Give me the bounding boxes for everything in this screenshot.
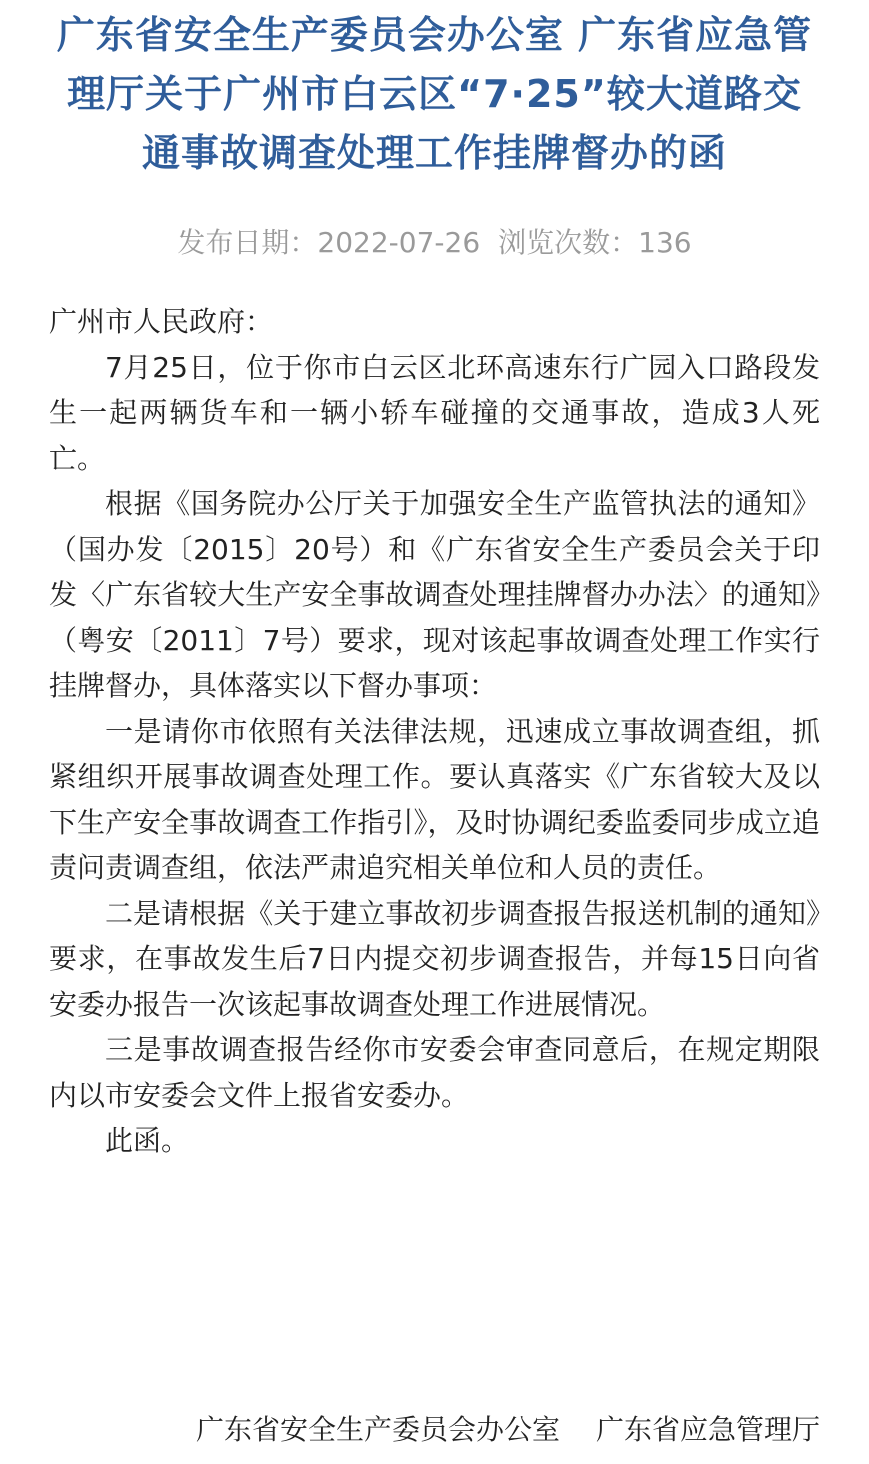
body-paragraph: 一是请你市依照有关法律法规，迅速成立事故调查组，抓紧组织开展事故调查处理工作。要认真落实《广东省较大及以下生产安全事故调查工作指引》，及时协调纪委监委同步成立追责问责调查组，依法严肃追究相关单位和人员的责任。 xyxy=(49,714,820,884)
body-paragraph: 根据《国务院办公厅关于加强安全生产监管执法的通知》（国办发〔2015〕20号）和《广东省安全生产委员会关于印发〈广东省较大生产安全事故调查处理挂牌督办办法〉的通知》（粤安〔2011〕7号）要求，现对该起事故调查处理工作实行挂牌督办，具体落实以下督办事项： xyxy=(49,487,820,702)
view-count: 136 xyxy=(638,226,692,259)
article-title: 广东省安全生产委员会办公室 广东省应急管理厅关于广州市白云区“7·25”较大道路交通事故调查处理工作挂牌督办的函 xyxy=(56,13,813,175)
salutation: 广州市人民政府： xyxy=(49,305,274,338)
body-paragraph: 7月25日，位于你市白云区北环高速东行广园入口路段发生一起两辆货车和一辆小轿车碰撞的交通事故，造成3人死亡。 xyxy=(49,350,820,475)
publish-date: 2022-07-26 xyxy=(317,226,481,259)
publish-date-label: 发布日期： xyxy=(177,226,318,259)
view-count-label: 浏览次数： xyxy=(498,226,639,259)
signature-org-emergency-dept: 广东省应急管理厅 xyxy=(595,1413,820,1446)
article-meta xyxy=(49,223,820,263)
signature-org-safety-committee: 广东省安全生产委员会办公室 xyxy=(195,1413,560,1446)
signature xyxy=(196,1410,820,1450)
body-paragraph: 三是事故调查报告经你市安委会审查同意后，在规定期限内以市安委会文件上报省安委办。 xyxy=(49,1033,820,1112)
article-body xyxy=(49,299,820,1164)
closing-line: 此函。 xyxy=(105,1124,190,1157)
body-paragraph: 二是请根据《关于建立事故初步调查报告报送机制的通知》要求，在事故发生后7日内提交初步调查报告，并每15日向省安委办报告一次该起事故调查处理工作进展情况。 xyxy=(49,896,820,1021)
